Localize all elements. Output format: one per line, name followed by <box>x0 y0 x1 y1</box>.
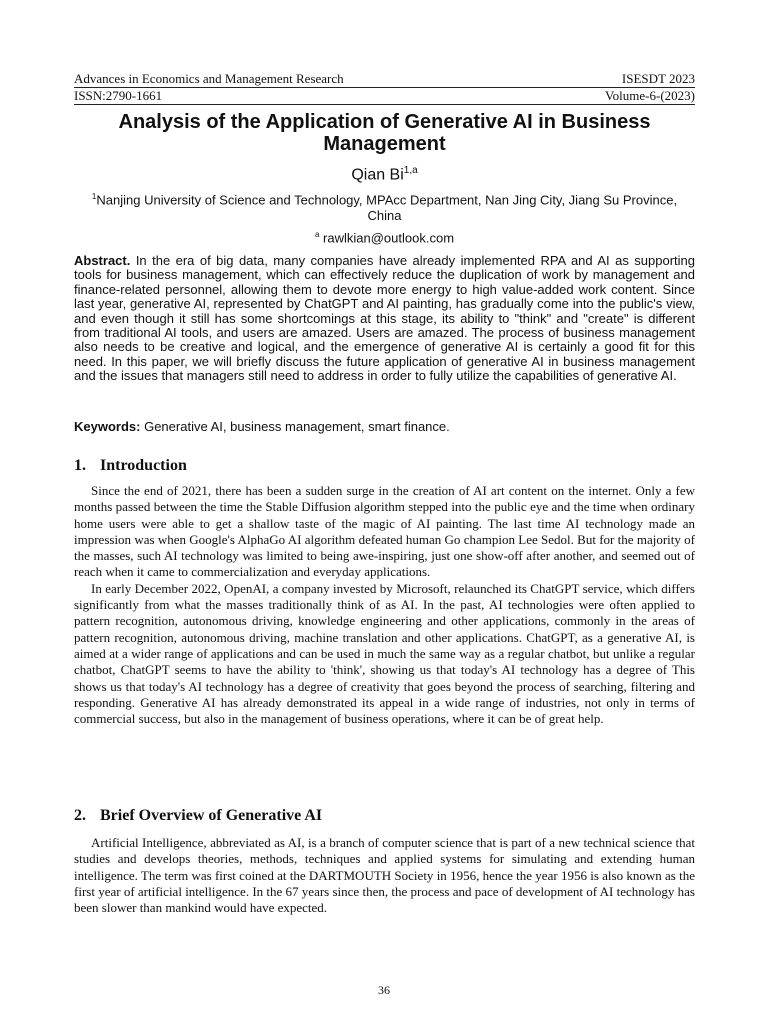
paper-title: Analysis of the Application of Generative AI in Business Management <box>118 111 651 155</box>
author-line <box>74 161 695 184</box>
email-sup: a <box>314 230 320 239</box>
paragraph: Since the end of 2021, there has been a sudden surge in the creation of AI art content on the internet. Only a few months passed between the time the Stable Diffusion algorithm stepped into the public eye and the time when ordinary home users were able to get a shallow taste of the magic of AI painting. The last time AI technology made an impression was when Google's AlphaGo AI algorithm defeated human Go champion Lee Sedol. But for the majority of the masses, such AI technology was limited to being awe-inspiring, just one show-off after another, and seemed out of reach when it came to commercialization and everyday applications. <box>74 483 695 580</box>
running-header-bottom <box>74 87 695 105</box>
section-body-overview <box>74 835 695 916</box>
conference-name: ISESDT 2023 <box>621 71 695 86</box>
section-body-introduction <box>74 483 695 727</box>
abstract-label: Abstract. <box>74 253 131 268</box>
section-number: 2. <box>74 807 86 824</box>
journal-name: Advances in Economics and Management Research <box>74 71 344 86</box>
section-number: 1. <box>74 457 86 474</box>
page-number: 36 <box>378 983 390 997</box>
author-name: Qian Bi <box>351 166 404 184</box>
paragraph: In early December 2022, OpenAI, a company invested by Microsoft, relaunched its ChatGPT service, which differs significantly from what the masses traditionally think of as AI. In the past, AI technologies were often applied to pattern recognition, autonomous driving, knowledge engineering and other applications, commonly in the areas of pattern recognition, autonomous driving, machine translation and other applications. ChatGPT, as a generative AI, is aimed at a wider range of applications and can be used in much the same way as a regular chatbot, but unlike a regular chatbot, ChatGPT seems to have the ability to 'think', showing us that today's AI technology has a degree of This shows us that today's AI technology has a degree of creativity that goes beyond the process of searching, filtering and responding. Generative AI has already demonstrated its appeal in a wide range of industries, not only in terms of commercial success, but also in the management of business operations, where it can be of great help. <box>74 580 695 727</box>
abstract-text: In the era of big data, many companies have already implemented RPA and AI as supporting tools for business management, which can effectively reduce the duplication of work by management and finance-related personnel, allowing them to devote more energy to high value-added work content. Since last year, generative AI, represented by ChatGPT and AI painting, has gradually come into the public's view, and even though it still has some shortcomings at this stage, its ability to "think" and "create" is different from traditional AI tools, and users are amazed. Users are amazed. The process of business management also needs to be creative and logical, and the emergence of generative AI is certainly a good fit for this need. In this paper, we will briefly discuss the future application of generative AI in business management and the issues that managers still need to address in order to fully utilize the capabilities of generative AI. <box>74 253 695 384</box>
volume: Volume-6-(2023) <box>604 88 695 103</box>
section-title: Brief Overview of Generative AI <box>100 807 323 824</box>
section-heading-introduction <box>74 457 695 475</box>
affiliation <box>74 189 695 224</box>
email-line <box>74 227 695 246</box>
abstract <box>74 254 695 384</box>
section-heading-overview <box>74 807 695 825</box>
paragraph: Artificial Intelligence, abbreviated as AI, is a branch of computer science that is part of a new technical science that studies and develops theories, methods, techniques and applied systems for simulating and extending human intelligence. The term was first coined at the DARTMOUTH Society in 1956, hence the year 1956 is also known as the first year of artificial intelligence. In the 67 years since then, the process and pace of development of AI technology has been slower than mankind would have expected. <box>74 835 695 916</box>
keywords <box>74 419 695 434</box>
keywords-text: Generative AI, business management, smart finance. <box>144 419 450 434</box>
issn: ISSN:2790-1661 <box>74 88 163 103</box>
email-address[interactable]: rawlkian@outlook.com <box>323 230 455 246</box>
keywords-label: Keywords: <box>74 419 141 434</box>
affiliation-sup: 1 <box>91 192 97 201</box>
affiliation-text: Nanjing University of Science and Technology, MPAcc Department, Nan Jing City, Jiang Su Province, China <box>96 192 678 224</box>
running-header-top <box>74 71 695 86</box>
section-title: Introduction <box>100 457 187 474</box>
author-sup: 1,a <box>403 165 418 176</box>
